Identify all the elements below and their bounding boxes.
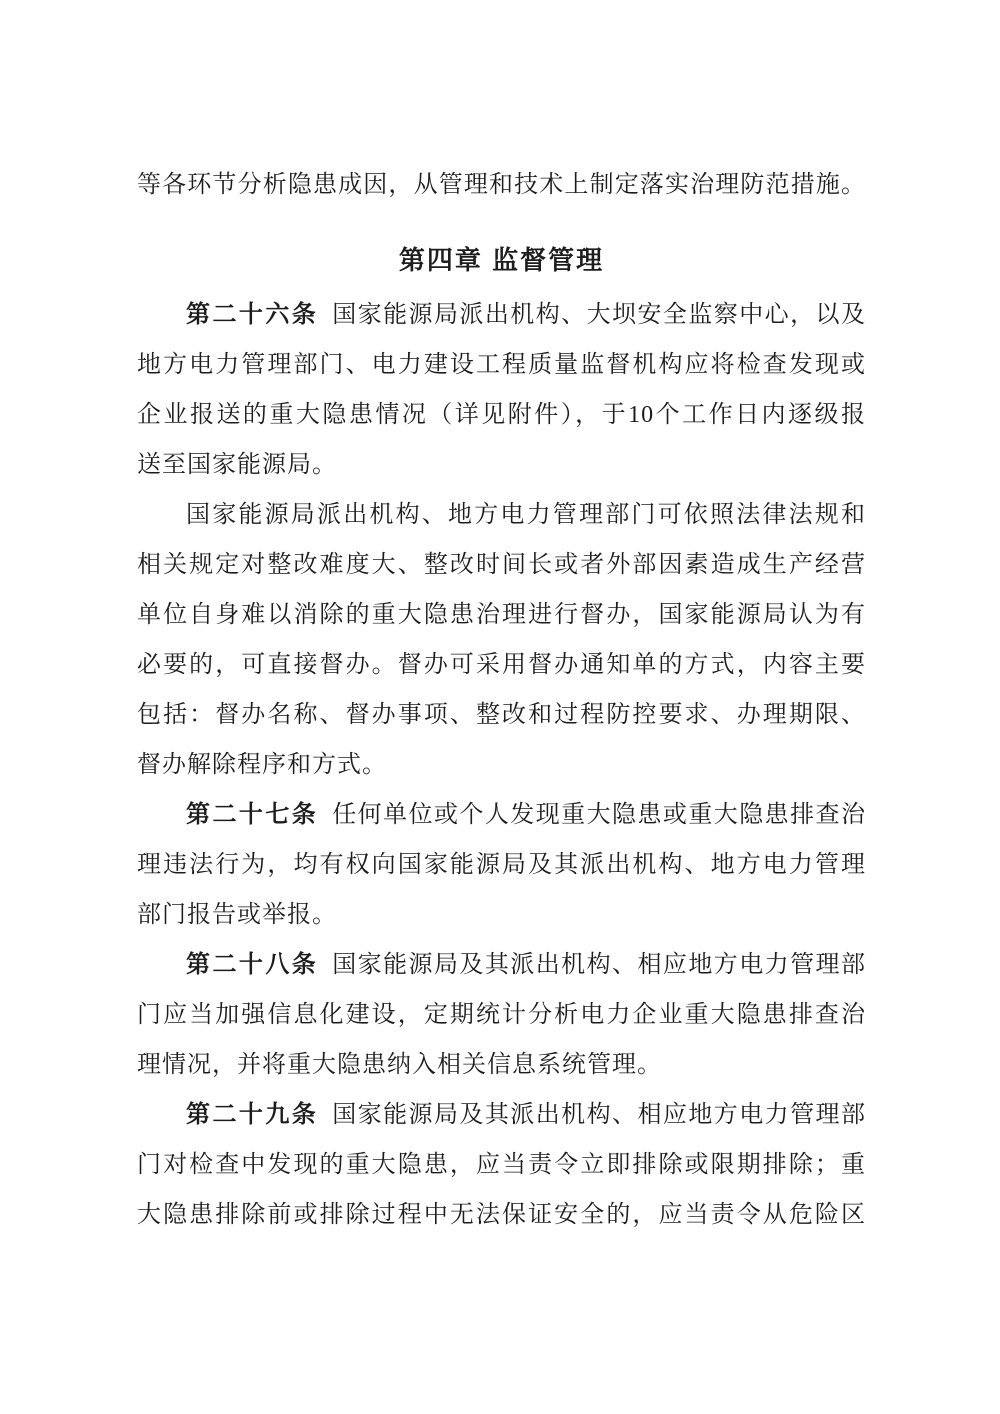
continuation-paragraph [137, 160, 866, 210]
text-line: 部门报告或举报。 [137, 902, 337, 928]
article-27-paragraph [137, 790, 866, 940]
text-line: 单位自身难以消除的重大隐患治理进行督办，国家能源局认为有 [137, 602, 866, 628]
text-line: 地方电力管理部门、电力建设工程质量监督机构应将检查发现或 [137, 352, 866, 378]
text-line: 理情况，并将重大隐患纳入相关信息系统管理。 [137, 1052, 662, 1078]
text-line: 督办解除程序和方式。 [137, 752, 387, 778]
line-text: 国家能源局及其派出机构、相应地方电力管理部 [332, 952, 867, 978]
text-line [137, 290, 866, 340]
text-line: 必要的，可直接督办。督办可采用督办通知单的方式，内容主要 [137, 652, 866, 678]
line-text: 任何单位或个人发现重大隐患或重大隐患排查治 [332, 802, 867, 828]
text-line [137, 1090, 866, 1140]
text-line [137, 790, 866, 840]
article-28-number: 第二十八条 [186, 951, 319, 978]
chapter-heading: 第四章 监督管理 [398, 245, 605, 275]
line-text: 国家能源局及其派出机构、相应地方电力管理部 [332, 1102, 867, 1128]
text-line: 相关规定对整改难度大、整改时间长或者外部因素造成生产经营 [137, 552, 866, 578]
article-26-subparagraph [137, 490, 866, 790]
text-line: 送至国家能源局。 [137, 452, 337, 478]
article-26-number: 第二十六条 [186, 301, 319, 328]
text-line: 等各环节分析隐患成因，从管理和技术上制定落实治理防范措施。 [137, 172, 866, 198]
text-line: 门应当加强信息化建设，定期统计分析电力企业重大隐患排查治 [137, 1002, 866, 1028]
text-line: 国家能源局派出机构、地方电力管理部门可依照法律法规和 [186, 502, 866, 528]
text-line: 大隐患排除前或排除过程中无法保证安全的，应当责令从危险区 [137, 1202, 866, 1228]
text-line: 理违法行为，均有权向国家能源局及其派出机构、地方电力管理 [137, 852, 866, 878]
article-26-paragraph [137, 290, 866, 490]
article-29-number: 第二十九条 [186, 1101, 319, 1128]
article-28-paragraph [137, 940, 866, 1090]
text-line: 包括：督办名称、督办事项、整改和过程防控要求、办理期限、 [137, 702, 866, 728]
document-content [137, 160, 866, 1240]
article-29-paragraph [137, 1090, 866, 1240]
text-line [137, 940, 866, 990]
text-line: 企业报送的重大隐患情况（详见附件），于10个工作日内逐级报 [137, 402, 866, 428]
article-27-number: 第二十七条 [186, 801, 319, 828]
text-line: 门对检查中发现的重大隐患，应当责令立即排除或限期排除；重 [137, 1152, 866, 1178]
line-text: 国家能源局派出机构、大坝安全监察中心，以及 [332, 302, 867, 328]
